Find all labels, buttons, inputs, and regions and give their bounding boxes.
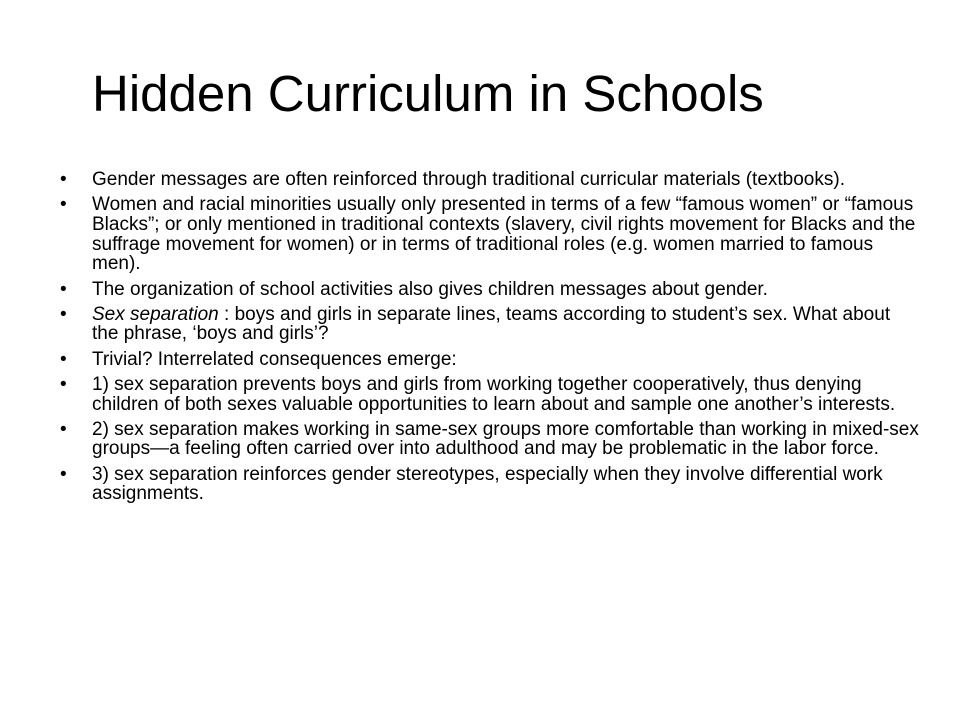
bullet-text: Trivial? Interrelated consequences emerge: (92, 348, 457, 370)
bullet-item (60, 350, 920, 370)
bullet-text: 2) sex separation makes working in same-sex groups more comfortable than working in mixed-sex groups—a feeling often carried over into adulthood and may be problematic in the labor force. (92, 418, 919, 460)
bullet-item (60, 420, 920, 459)
bullet-marker: • (60, 348, 67, 370)
bullet-item (60, 465, 920, 504)
bullet-text: Women and racial minorities usually only presented in terms of a few “famous women” or “famous Blacks”; or only mentioned in traditional contexts (slavery, civil rights movement for Blacks and the suffrage movement for women) or in terms of traditional roles (e.g. women married to famous men). (92, 194, 916, 275)
bullet-marker: • (60, 303, 67, 325)
bullet-text: : boys and girls in separate lines, teams according to student’s sex. What about the phrase, ‘boys and girls’? (92, 303, 891, 345)
bullet-item (60, 170, 920, 190)
bullet-text: 3) sex separation reinforces gender stereotypes, especially when they involve differential work assignments. (92, 463, 883, 505)
bullet-item (60, 280, 920, 300)
bullet-text: Gender messages are often reinforced through traditional curricular materials (textbooks). (92, 169, 845, 190)
bullet-item (60, 195, 920, 274)
bullet-marker: • (60, 169, 67, 190)
bullet-item (60, 375, 920, 414)
bullet-marker: • (60, 194, 67, 216)
bullet-marker: • (60, 278, 67, 300)
bullet-text: The organization of school activities also gives children messages about gender. (92, 278, 768, 300)
bullet-item (60, 305, 920, 344)
bullet-marker: • (60, 373, 67, 395)
bullet-marker: • (60, 418, 67, 440)
bullet-text: 1) sex separation prevents boys and girls from working together cooperatively, thus denying children of both sexes valuable opportunities to learn about and sample one another’s interests. (92, 373, 896, 415)
bullet-marker: • (60, 463, 67, 485)
slide-title: Hidden Curriculum in Schools (92, 65, 764, 122)
bullet-italic-text: Sex separation (92, 303, 219, 325)
bullet-list (60, 170, 920, 510)
